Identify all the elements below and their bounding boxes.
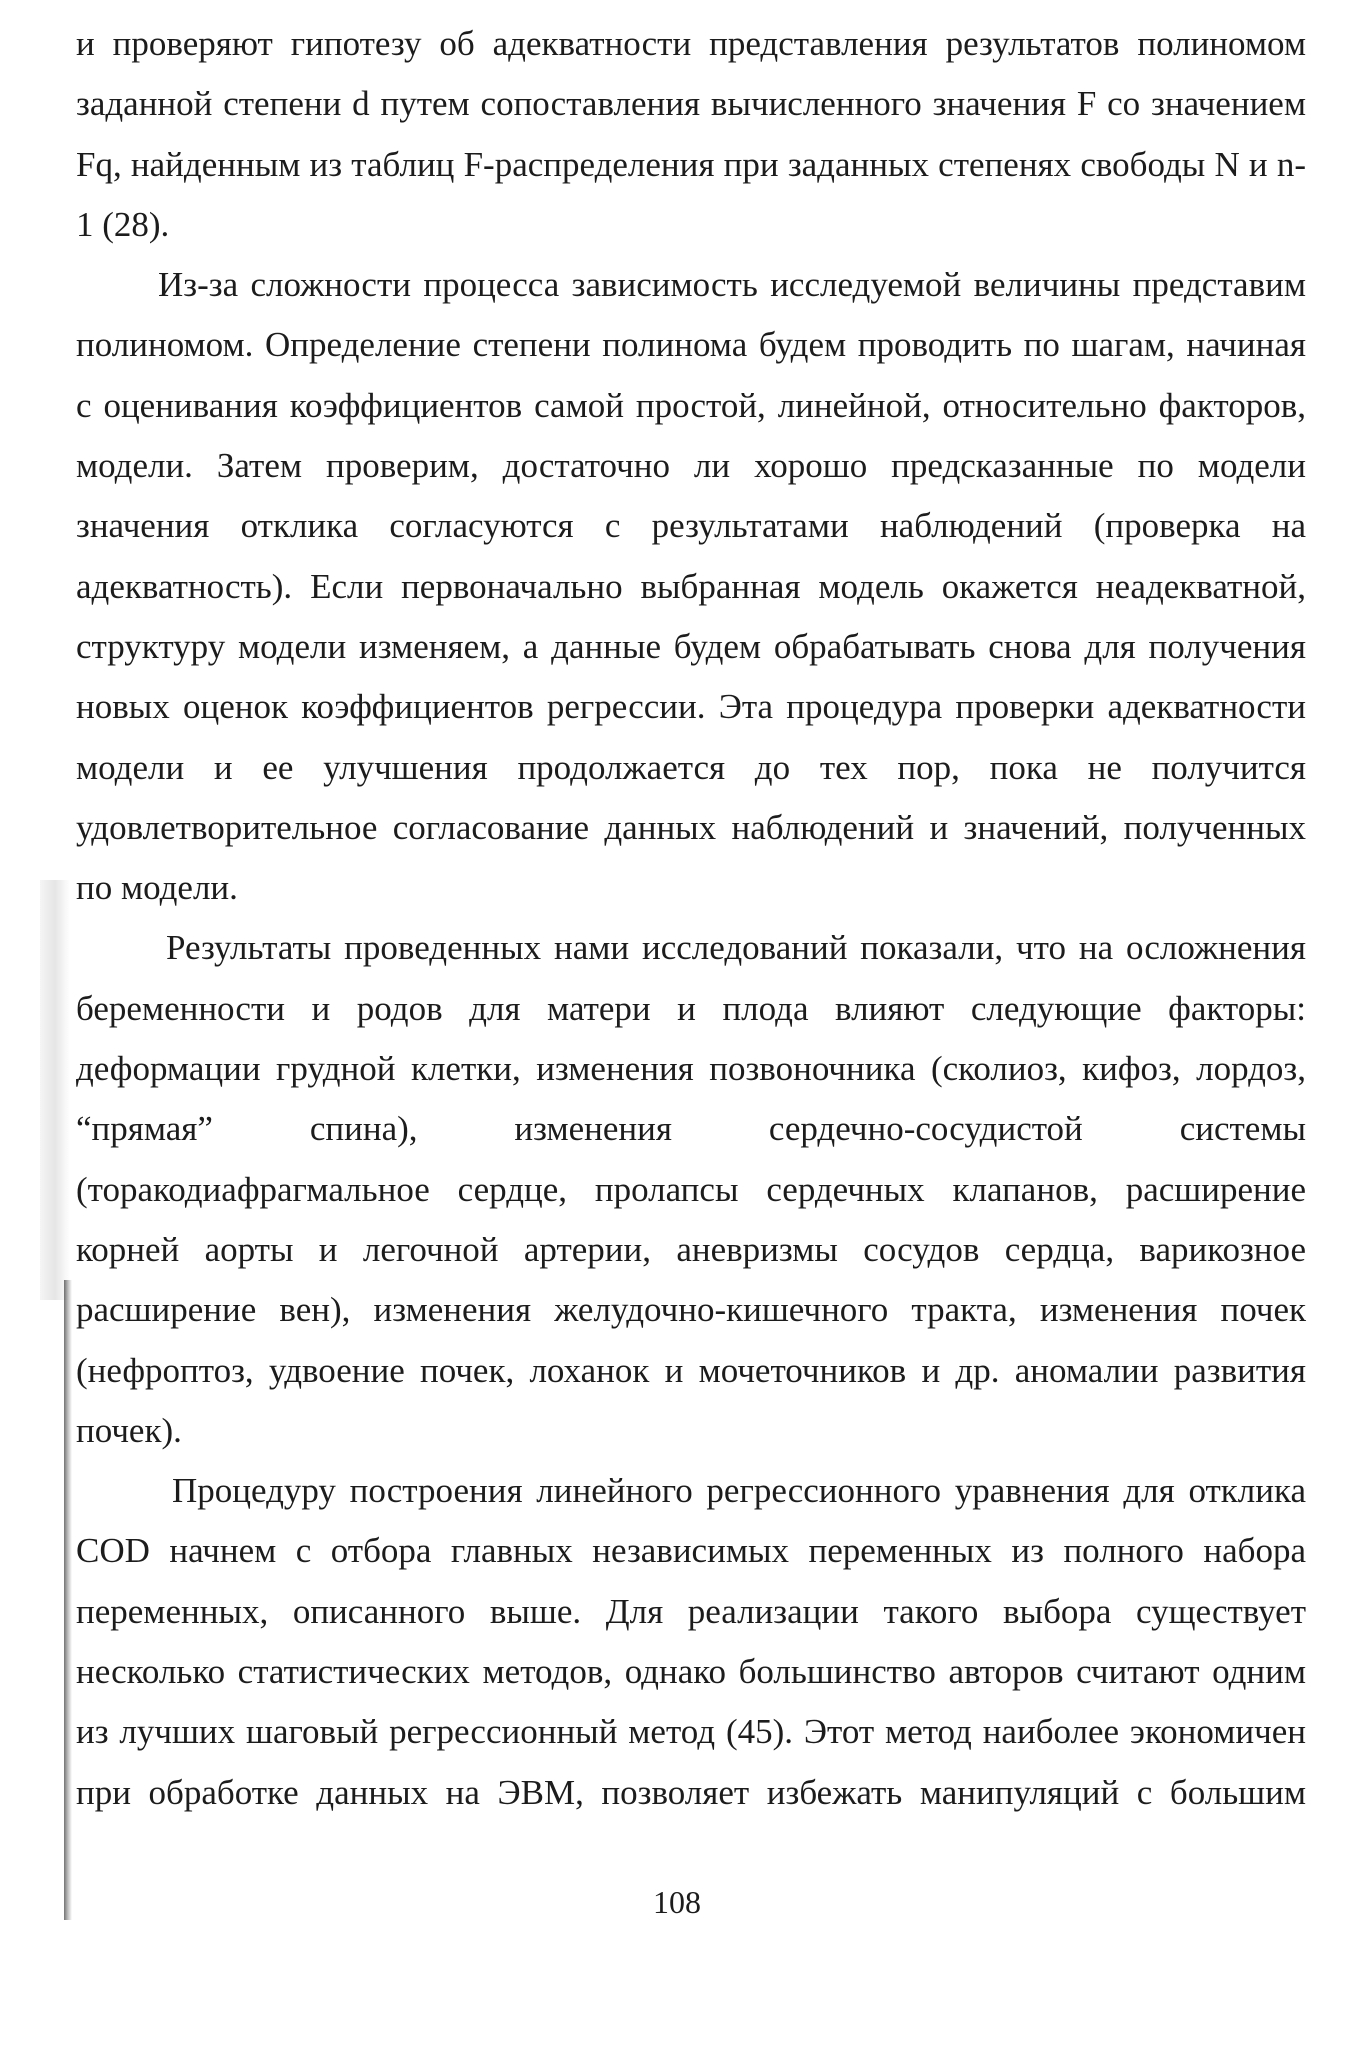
text-line: Из-за сложности процесса зависимость исследуемой величины представим	[158, 265, 1306, 305]
paragraph-3	[76, 918, 1306, 1461]
text-line: полиномом. Определение степени полинома будем проводить по шагам, начиная	[76, 325, 1306, 365]
text-line: значения отклика согласуются с результатами наблюдений (проверка на	[76, 506, 1306, 546]
text-line: при обработке данных на ЭВМ, позволяет избежать манипуляций с большим	[76, 1772, 1306, 1812]
text-line: (нефроптоз, удвоение почек, лоханок и мочеточников и др. аномалии развития	[76, 1350, 1306, 1390]
text-line: адекватность). Если первоначально выбранная модель окажется неадекватной,	[76, 566, 1306, 606]
text-line: модели и ее улучшения продолжается до тех пор, пока не получится	[76, 747, 1306, 787]
text-line: модели. Затем проверим, достаточно ли хорошо предсказанные по модели	[76, 446, 1306, 486]
text-line: новых оценок коэффициентов регрессии. Эта процедура проверки адекватности	[76, 687, 1306, 727]
text-line: Результаты проведенных нами исследований показали, что на осложнения	[166, 928, 1306, 968]
text-line: “прямая” спина), изменения сердечно-сосудистой системы	[76, 1109, 1306, 1149]
text-line: и проверяют гипотезу об адекватности представления результатов полиномом	[76, 24, 1306, 63]
text-line: корней аорты и легочной артерии, аневризмы сосудов сердца, варикозное	[76, 1229, 1306, 1269]
text-line: (торакодиафрагмальное сердце, пролапсы сердечных клапанов, расширение	[76, 1169, 1306, 1209]
text-line: по модели.	[76, 868, 238, 908]
scan-binding-edge	[64, 1280, 72, 1920]
text-line: с оценивания коэффициентов самой простой, линейной, относительно факторов,	[76, 385, 1306, 425]
text-line: деформации грудной клетки, изменения позвоночника (сколиоз, кифоз, лордоз,	[76, 1049, 1306, 1089]
text-line: удовлетворительное согласование данных наблюдений и значений, полученных	[76, 807, 1306, 847]
text-line: Fq, найденным из таблиц F-распределения при заданных степенях свободы N и n-	[76, 144, 1306, 184]
text-line: структуру модели изменяем, а данные будем обрабатывать снова для получения	[76, 626, 1306, 666]
text-line: почек).	[76, 1410, 182, 1450]
paragraph-1	[76, 14, 1306, 255]
text-line: COD начнем с отбора главных независимых переменных из полного набора	[76, 1531, 1306, 1571]
text-line: 1 (28).	[76, 204, 170, 244]
page-number: 108	[653, 1884, 701, 1920]
text-line: беременности и родов для матери и плода влияют следующие факторы:	[76, 988, 1306, 1028]
text-line: расширение вен), изменения желудочно-кишечного тракта, изменения почек	[76, 1290, 1306, 1330]
paragraph-2	[76, 255, 1306, 918]
body-text	[76, 14, 1306, 1823]
text-line: несколько статистических методов, однако большинство авторов считают одним	[76, 1652, 1306, 1692]
paragraph-4	[76, 1461, 1306, 1823]
text-line: Процедуру построения линейного регрессионного уравнения для отклика	[172, 1471, 1306, 1511]
text-line: переменных, описанного выше. Для реализации такого выбора существует	[76, 1591, 1306, 1631]
text-line: заданной степени d путем сопоставления вычисленного значения F со значением	[76, 84, 1306, 124]
scan-shadow	[40, 880, 70, 1300]
text-line: из лучших шаговый регрессионный метод (45). Этот метод наиболее экономичен	[76, 1712, 1306, 1752]
